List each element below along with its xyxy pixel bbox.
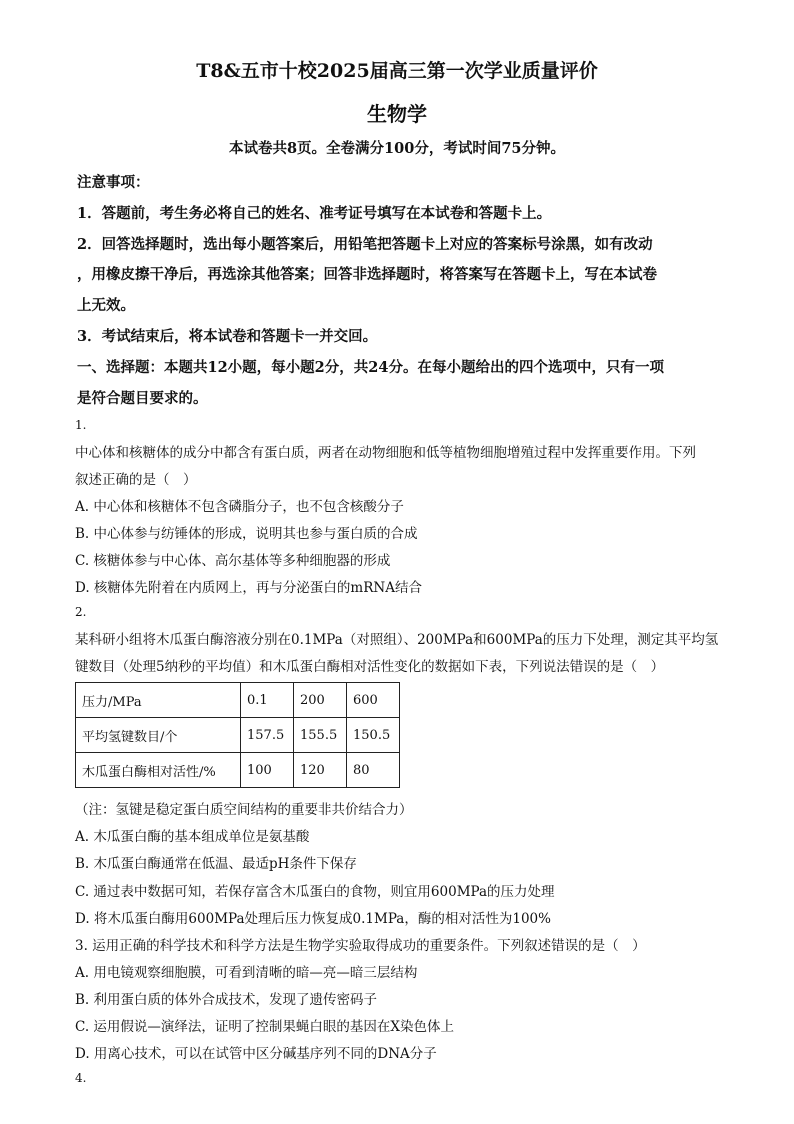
note-item: 上无效。 bbox=[77, 297, 135, 314]
note-item: 3．考试结束后，将本试卷和答题卡一并交回。 bbox=[77, 328, 378, 345]
table-cell: 平均氢键数目/个 bbox=[76, 718, 241, 753]
table-cell: 木瓜蛋白酶相对活性/% bbox=[76, 753, 241, 788]
note-item: 2．回答选择题时，选出每小题答案后，用铅笔把答题卡上对应的答案标号涂黑，如有改动 bbox=[77, 236, 653, 253]
table-row bbox=[76, 683, 400, 718]
option-a: A. 用电镜观察细胞膜，可看到清晰的暗—亮—暗三层结构 bbox=[75, 965, 418, 981]
table-row bbox=[76, 753, 400, 788]
question-number: 4. bbox=[75, 1071, 87, 1085]
question-number: 2. bbox=[75, 605, 87, 619]
question-stem: 键数目（处理5纳秒的平均值）和木瓜蛋白酶相对活性变化的数据如下表，下列说法错误的是（ ） bbox=[75, 659, 665, 675]
table-note: （注：氢键是稳定蛋白质空间结构的重要非共价结合力） bbox=[75, 802, 413, 818]
table-cell: 200 bbox=[294, 683, 347, 718]
question-stem: 中心体和核糖体的成分中都含有蛋白质，两者在动物细胞和低等植物细胞增殖过程中发挥重要作用。下列 bbox=[75, 445, 696, 461]
note-item: 1．答题前，考生务必将自己的姓名、准考证号填写在本试卷和答题卡上。 bbox=[77, 205, 552, 222]
data-table bbox=[75, 682, 400, 788]
option-c: C. 核糖体参与中心体、高尔基体等多种细胞器的形成 bbox=[75, 553, 391, 569]
option-d: D. 核糖体先附着在内质网上，再与分泌蛋白的mRNA结合 bbox=[75, 580, 422, 596]
table-cell: 157.5 bbox=[241, 718, 294, 753]
option-b: B. 利用蛋白质的体外合成技术，发现了遗传密码子 bbox=[75, 992, 378, 1008]
question-stem: 某科研小组将木瓜蛋白酶溶液分别在0.1MPa（对照组）、200MPa和600MPa的压力下处理，测定其平均氢 bbox=[75, 632, 719, 648]
section-heading: 一、选择题：本题共12小题，每小题2分，共24分。在每小题给出的四个选项中，只有一项 bbox=[77, 359, 664, 376]
notes-heading: 注意事项： bbox=[77, 174, 150, 191]
table-cell: 80 bbox=[347, 753, 400, 788]
table-cell: 压力/MPa bbox=[76, 683, 241, 718]
table-row bbox=[76, 718, 400, 753]
option-b: B. 木瓜蛋白酶通常在低温、最适pH条件下保存 bbox=[75, 856, 357, 872]
option-d: D. 用离心技术，可以在试管中区分碱基序列不同的DNA分子 bbox=[75, 1046, 437, 1062]
option-b: B. 中心体参与纺锤体的形成，说明其也参与蛋白质的合成 bbox=[75, 526, 418, 542]
section-heading-cont: 是符合题目要求的。 bbox=[77, 390, 208, 407]
option-a: A. 木瓜蛋白酶的基本组成单位是氨基酸 bbox=[75, 829, 310, 845]
option-c: C. 通过表中数据可知，若保存富含木瓜蛋白的食物，则宜用600MPa的压力处理 bbox=[75, 884, 555, 900]
question-stem: 3. 运用正确的科学技术和科学方法是生物学实验取得成功的重要条件。下列叙述错误的是（ ） bbox=[75, 938, 646, 954]
subject-title: 生物学 bbox=[367, 102, 427, 126]
option-d: D. 将木瓜蛋白酶用600MPa处理后压力恢复成0.1MPa，酶的相对活性为100% bbox=[75, 911, 551, 927]
question-stem: 叙述正确的是（ ） bbox=[75, 472, 197, 488]
table-cell: 100 bbox=[241, 753, 294, 788]
note-item: ，用橡皮擦干净后，再选涂其他答案；回答非选择题时，将答案写在答题卡上，写在本试卷 bbox=[77, 266, 657, 283]
table-cell: 600 bbox=[347, 683, 400, 718]
option-a: A. 中心体和核糖体不包含磷脂分子，也不包含核酸分子 bbox=[75, 499, 404, 515]
exam-title: T8&五市十校2025届高三第一次学业质量评价 bbox=[196, 60, 598, 82]
table-cell: 150.5 bbox=[347, 718, 400, 753]
table-cell: 120 bbox=[294, 753, 347, 788]
question-number: 1. bbox=[75, 418, 87, 432]
table-cell: 0.1 bbox=[241, 683, 294, 718]
table-cell: 155.5 bbox=[294, 718, 347, 753]
exam-info: 本试卷共8页。全卷满分100分，考试时间75分钟。 bbox=[228, 140, 566, 157]
option-c: C. 运用假说—演绎法，证明了控制果蝇白眼的基因在X染色体上 bbox=[75, 1019, 455, 1035]
